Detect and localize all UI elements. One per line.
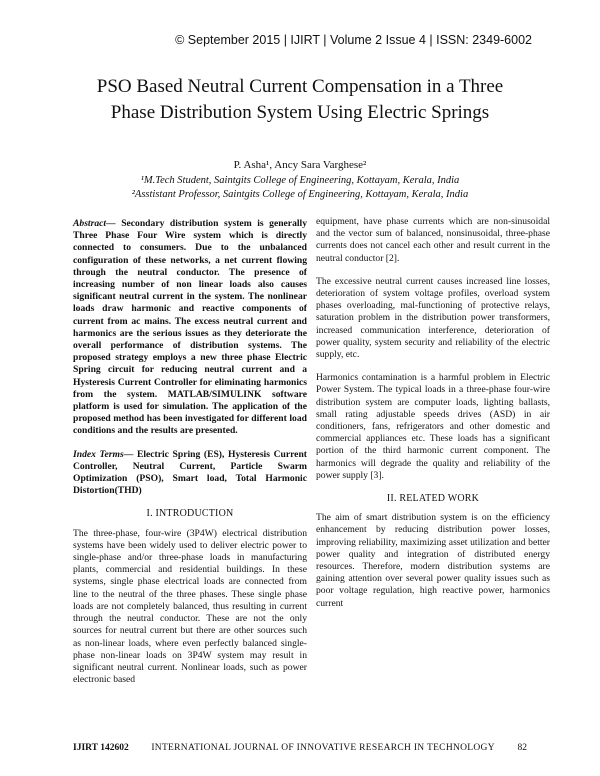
authors: P. Asha¹, Ancy Sara Varghese²: [233, 159, 367, 171]
intro-paragraph: The three-phase, four-wire (3P4W) electrical distribution systems have been widely used to deliver electric power to single-phase and/or three-phase loads in manufacturing plants, commercial and residential buildings. In these systems, single phase electrical loads are connected from line to the neutral of the three phases. These single phase loads are not completely balanced, thus resulting in current through the neutral conductor. These are not the only sources for neutral current but there are other sources such as non-linear loads, where even perfectly balanced single-phase non-linear loads on 3P4W system may result in significant neutral current. Nonlinear loads, such as power electronic based: [73, 527, 307, 686]
paper-title: [40, 74, 560, 126]
page-number: 82: [517, 743, 527, 753]
section-heading-related-work: II. RELATED WORK: [386, 493, 480, 505]
footer-id: IJIRT 142602: [73, 743, 129, 753]
index-terms-text: — Electric Spring (ES), Hysteresis Current Controller, Neutral Current, Particle Swarm Optimization (PSO), Smart load, Total Harmonic Distortion(THD): [73, 448, 307, 497]
index-terms: [73, 449, 307, 498]
section-heading-introduction: I. INTRODUCTION: [146, 508, 234, 520]
abstract: [73, 218, 307, 438]
affiliation-1: ¹M.Tech Student, Saintgits College of Engineering, Kottayam, Kerala, India: [140, 175, 460, 186]
right-paragraph-2: The excessive neutral current causes increased line losses, deterioration of system voltage profiles, overload system phases overloading, mal-functioning of protective relays, saturation problem in the distribution power transformers, increased communication interference, deterioration of power quality, system security and reliability of the electric supply, etc.: [316, 275, 550, 361]
journal-header: © September 2015 | IJIRT | Volume 2 Issue 4 | ISSN: 2349-6002: [175, 33, 532, 47]
title-line-2: Phase Distribution System Using Electric Springs: [110, 102, 490, 123]
related-paragraph: The aim of smart distribution system is on the efficiency enhancement by reducing distribution power losses, improving reliability, maximizing asset utilization and better power quality and integration of distributed energy resources. Therefore, modern distribution systems are gaining attention over several power quality issues such as poor voltage regulation, high reactive power, harmonics current: [316, 512, 550, 609]
affiliation-2: ²Asstistant Professor, Saintgits College of Engineering, Kottayam, Kerala, India: [131, 189, 469, 200]
title-line-1: PSO Based Neutral Current Compensation in a Three: [96, 76, 504, 97]
abstract-text: Secondary distribution system is generally Three Phase Four Wire system which is directly connected to consumers. Due to the unbalanced configuration of these networks, a net current flowing through the neutral conductor. The presence of increasing number of non linear loads also causes significant neutral current in the system. The nonlinear loads draw harmonic and reactive components of current from ac mains. The excess neutral current and harmonics are the serious issues as they deteriorate the overall performance of distribution systems. The proposed strategy employs a new three phase Electric Spring circuit for reducing neutral current and a Hysteresis Current Controller for eliminating harmonics from the system. MATLAB/SIMULINK software platform is used for simulation. The application of the proposed method has been investigated for different load conditions and the results are presented.: [73, 218, 307, 437]
right-column: [316, 216, 550, 621]
abstract-lead: Abstract—: [73, 218, 116, 229]
index-terms-lead: Index Terms: [73, 448, 124, 460]
page-footer: [73, 743, 527, 753]
right-paragraph-3: Harmonics contamination is a harmful problem in Electric Power System. The typical loads in a three-phase four-wire distribution system are computer loads, lighting ballasts, small rating adjustable speeds drives (ASD) in air conditioners, fans, refrigerators and other domestic and commercial appliances etc. These loads has a significant portion of the third harmonic current component. The harmonics will degrade the quality and reliability of the power supply [3].: [316, 372, 550, 481]
footer-journal: INTERNATIONAL JOURNAL OF INNOVATIVE RESEARCH IN TECHNOLOGY: [151, 743, 495, 753]
right-paragraph-1: equipment, have phase currents which are non-sinusoidal and the vector sum of balanced, nonsinusoidal, three-phase currents does not cancel each other and result current in the neutral conductor [2].: [316, 216, 550, 264]
left-column: [73, 218, 307, 697]
